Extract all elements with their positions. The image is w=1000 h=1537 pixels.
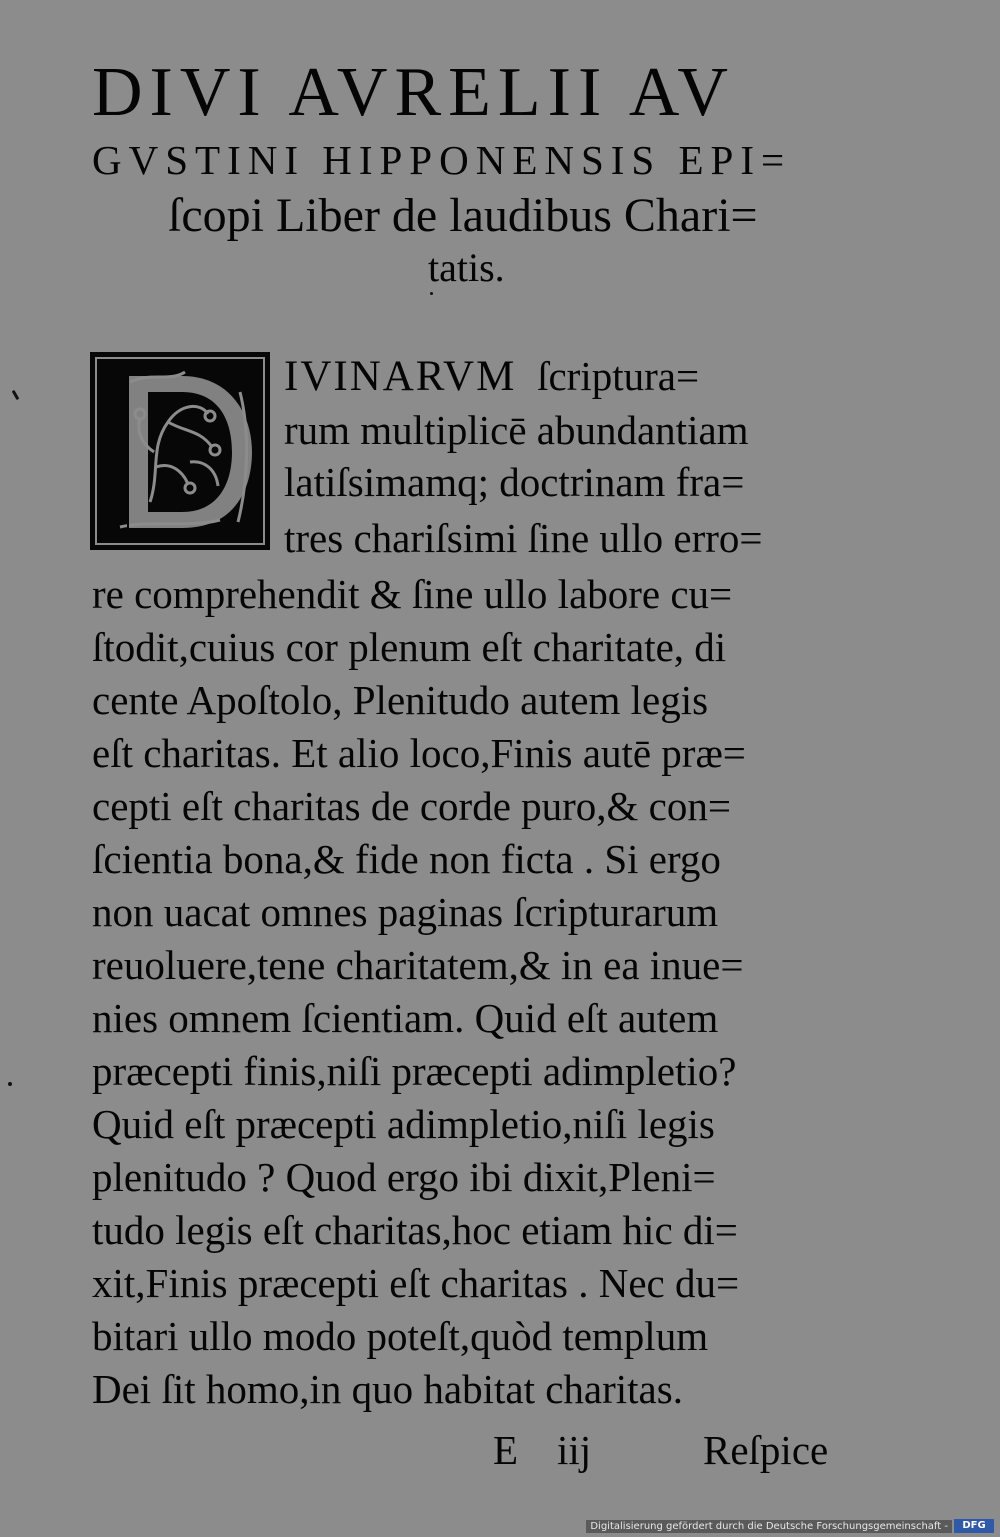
decorated-initial-d — [90, 352, 270, 550]
body-line-18: xit,Finis præcepti eſt charitas . Nec du= — [92, 1260, 740, 1306]
opening-capitals — [284, 352, 699, 401]
ink-speck — [12, 390, 20, 400]
body-line-2: rum multiplicē abundantiam — [284, 407, 749, 453]
body-line-10: ſcientia bona,& fide non ficta . Si ergo — [92, 836, 721, 882]
heading-line-1: DIVI AVRELII AV — [92, 54, 735, 131]
ink-speck — [8, 1082, 12, 1086]
signature-number: iij — [557, 1427, 592, 1473]
body-line-5: re comprehendit & ſine ullo labore cu= — [92, 571, 733, 617]
body-line-4: tres chariſsimi ſine ullo erro= — [284, 515, 763, 561]
body-line-14: præcepti finis,niſi præcepti adimpletio? — [92, 1048, 737, 1094]
body-line-9: cepti eſt charitas de corde puro,& con= — [92, 783, 732, 829]
heading-line-2: GVSTINI HIPPONENSIS EPI= — [92, 137, 792, 183]
body-line-15: Quid eſt præcepti adimpletio,niſi legis — [92, 1101, 715, 1147]
body-line-16: plenitudo ? Quod ergo ibi dixit,Pleni= — [92, 1154, 716, 1200]
ink-speck — [430, 292, 433, 295]
body-line-20: Dei ſit homo,in quo habitat charitas. — [92, 1366, 683, 1412]
signature-letter: E — [493, 1427, 519, 1473]
heading-line-3: ſcopi Liber de laudibus Chari= — [168, 189, 758, 242]
body-line-12: reuoluere,tene charitatem,& in ea inue= — [92, 942, 744, 988]
heading-line-4: tatis. — [428, 245, 505, 290]
body-line-1-rest: ſcriptura= — [537, 353, 700, 399]
body-line-17: tudo legis eſt charitas,hoc etiam hic di= — [92, 1207, 738, 1253]
body-line-13: nies omnem ſcientiam. Quid eſt autem — [92, 995, 719, 1041]
catchword: Reſpice — [703, 1427, 829, 1473]
dfg-logo-icon: DFG — [954, 1519, 994, 1533]
body-line-8: eſt charitas. Et alio loco,Finis autē præ= — [92, 730, 746, 776]
body-line-7: cente Apoſtolo, Plenitudo autem legis — [92, 677, 709, 723]
body-line-11: non uacat omnes paginas ſcripturarum — [92, 889, 719, 935]
body-line-3: latiſsimamq; doctrinam fra= — [284, 459, 745, 505]
digitization-credit: Digitalisierung gefördert durch die Deutsche Forschungsgemeinschaft - — [586, 1520, 952, 1533]
body-line-6: ſtodit,cuius cor plenum eſt charitate, di — [92, 624, 727, 670]
ornament-initial-icon — [90, 352, 270, 550]
body-line-19: bitari ullo modo poteſt,quòd templum — [92, 1313, 709, 1359]
opening-caps-word: IVINARVM — [284, 353, 517, 400]
